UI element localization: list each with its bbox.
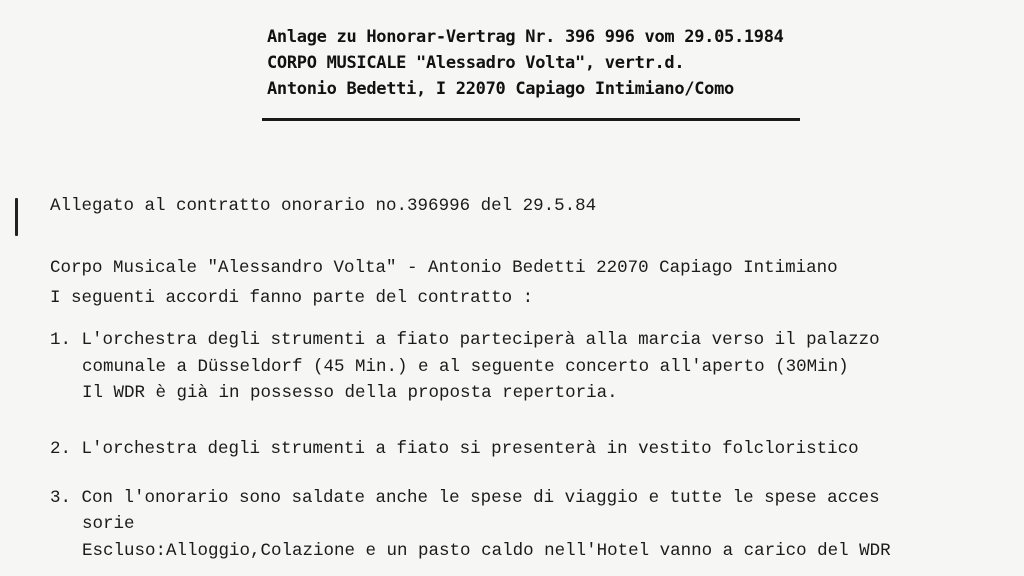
- item-1-line-3: Il WDR è già in possesso della proposta repertoria.: [82, 383, 618, 403]
- item-3-line-2: sorie: [82, 514, 135, 534]
- header-contract-reference: Anlage zu Honorar-Vertrag Nr. 396 996 vom 29.05.1984: [267, 27, 784, 47]
- item-3-line-3: Escluso:Alloggio,Colazione e un pasto caldo nell'Hotel vanno a carico del WDR: [82, 541, 891, 561]
- item-1-line-2: comunale a Düsseldorf (45 Min.) e al seguente concerto all'aperto (30Min): [82, 357, 849, 377]
- header-address: Antonio Bedetti, I 22070 Capiago Intimiano/Como: [267, 79, 734, 99]
- document-header: [267, 24, 784, 102]
- item-2-line-1: 2. L'orchestra degli strumenti a fiato si presenterà in vestito folcloristico: [50, 439, 859, 459]
- header-underline: [262, 118, 800, 121]
- margin-mark: [15, 198, 18, 236]
- intro-line: I seguenti accordi fanno parte del contratto :: [50, 288, 534, 308]
- item-3-line-1: 3. Con l'onorario sono saldate anche le spese di viaggio e tutte le spese acces: [50, 488, 880, 508]
- corpo-line: Corpo Musicale "Alessandro Volta" - Antonio Bedetti 22070 Capiago Intimiano: [50, 258, 838, 278]
- header-orchestra-name: CORPO MUSICALE "Alessadro Volta", vertr.d.: [267, 53, 685, 73]
- item-1-line-1: 1. L'orchestra degli strumenti a fiato parteciperà alla marcia verso il palazzo: [50, 330, 880, 350]
- allegato-line: Allegato al contratto onorario no.396996 del 29.5.84: [50, 196, 597, 216]
